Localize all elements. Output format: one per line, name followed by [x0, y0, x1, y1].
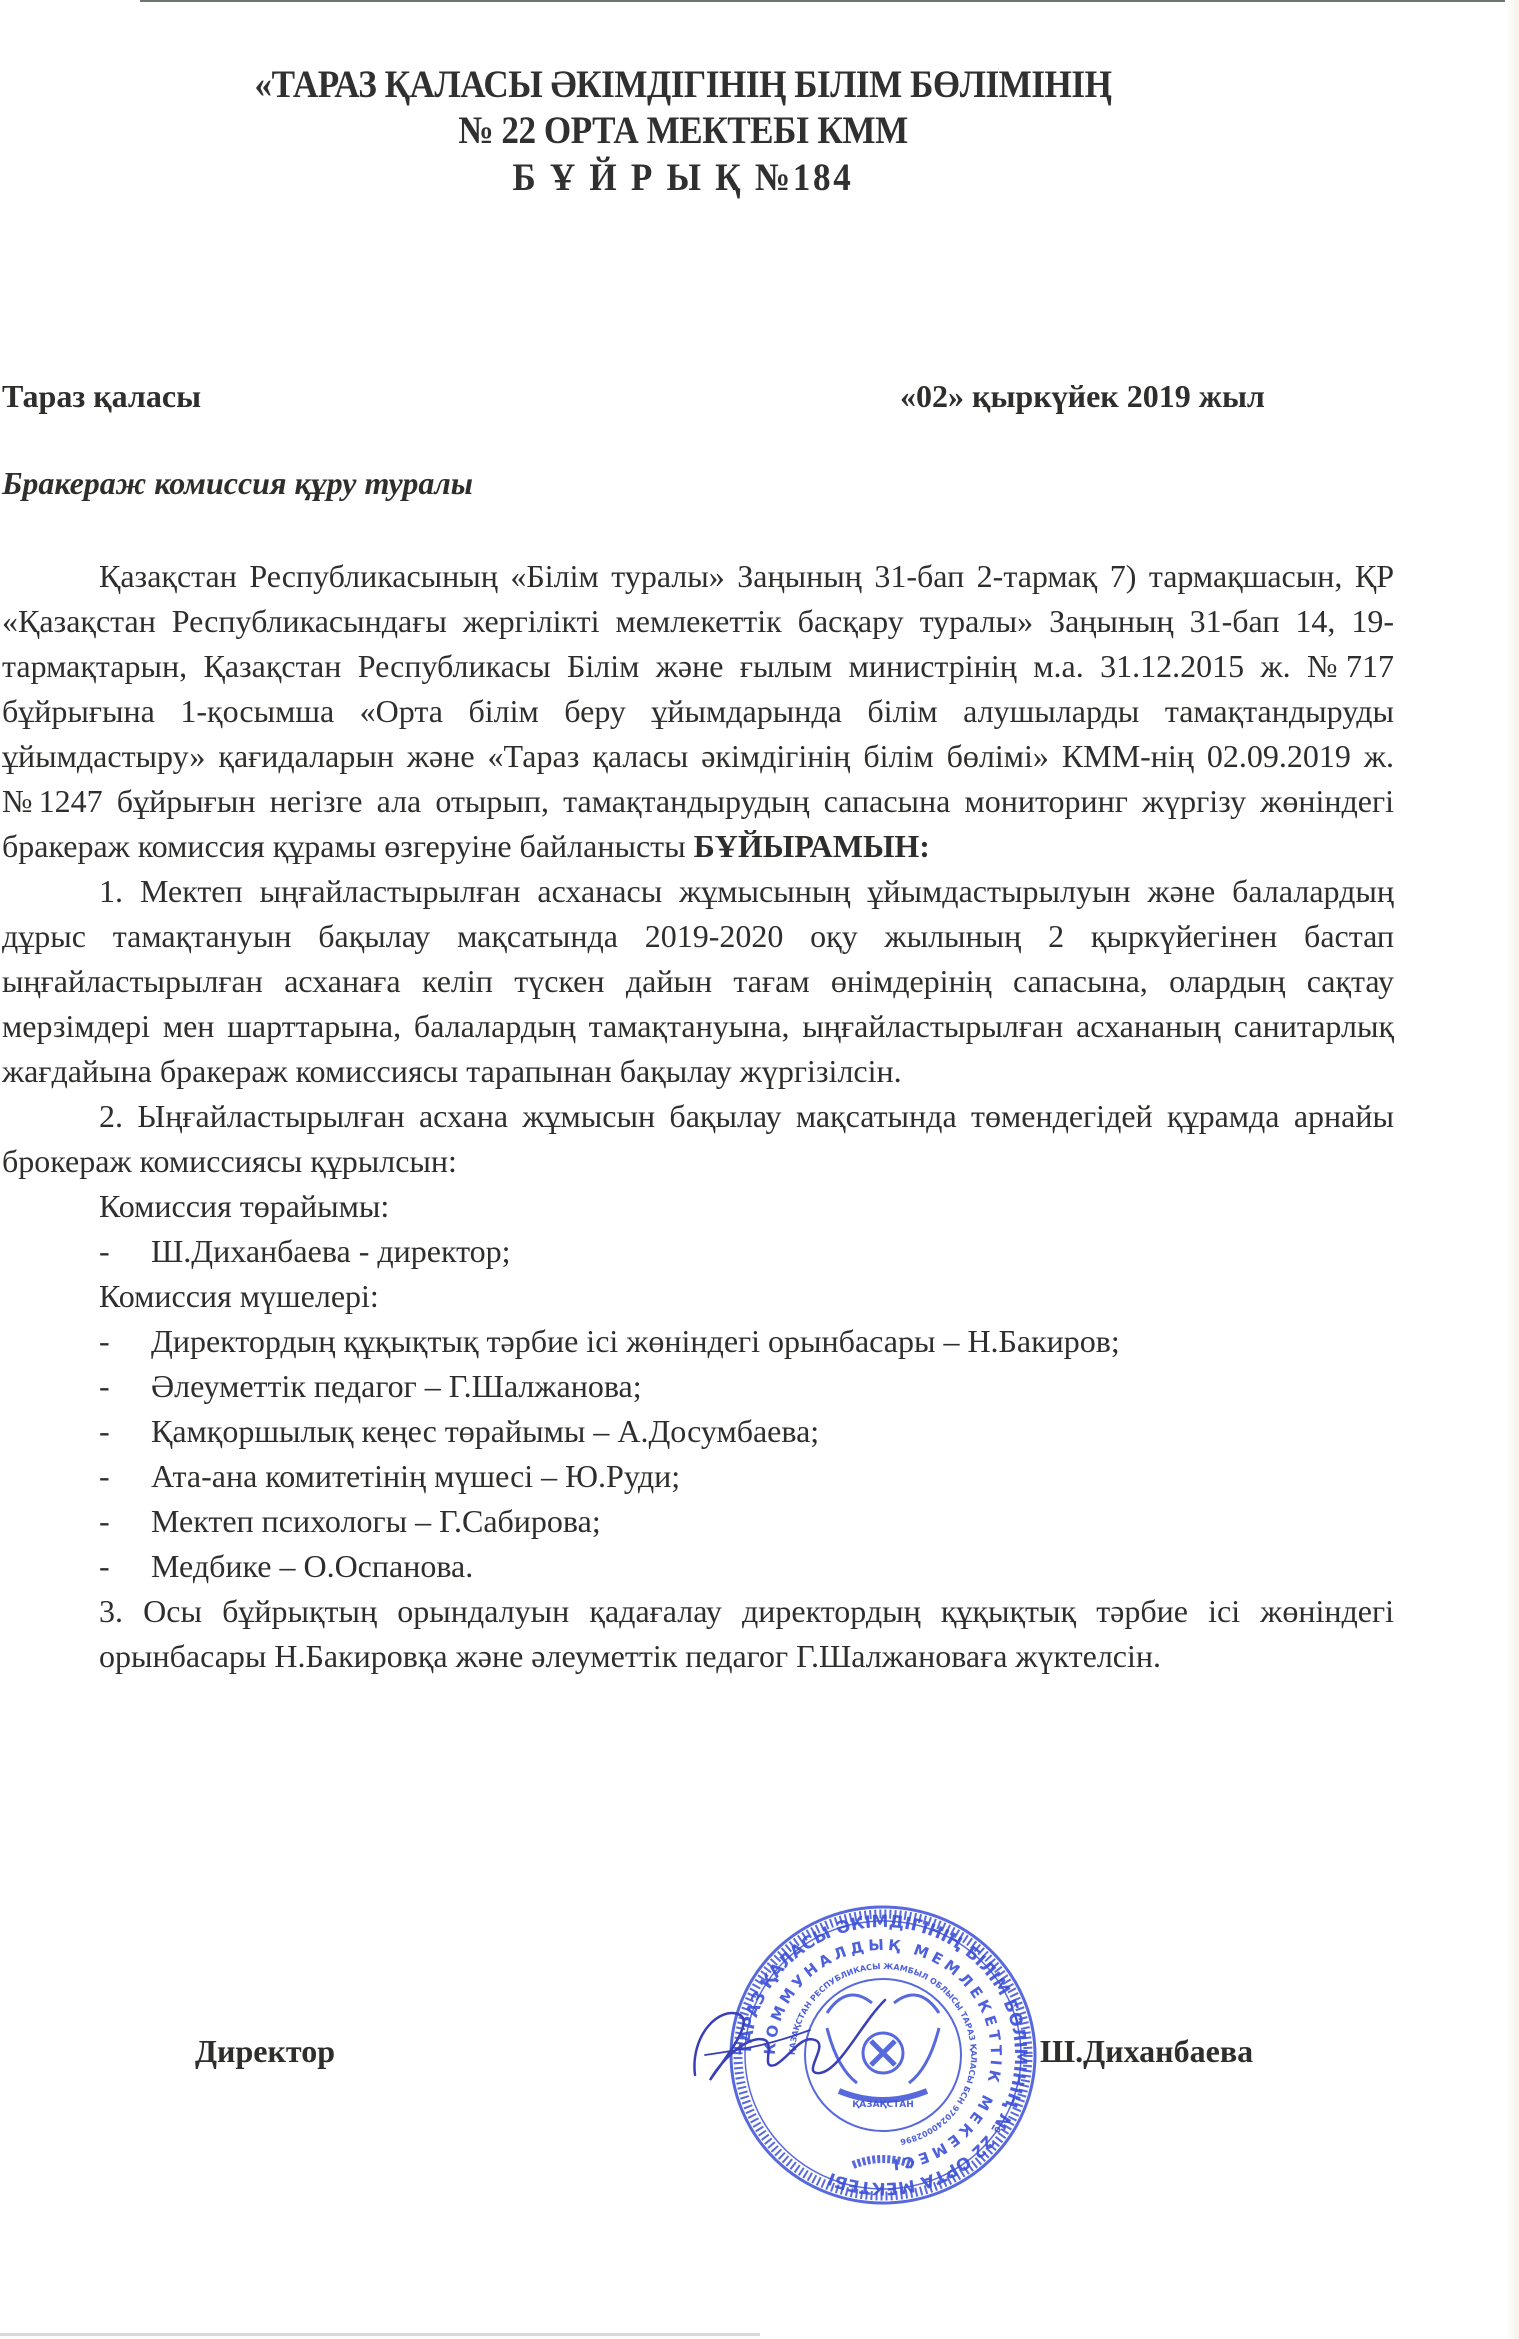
signatory-role: Директор	[195, 2033, 335, 2069]
order-date: «02» қыркүйек 2019 жыл	[900, 378, 1265, 414]
stamp-outer-text: ТАРАЗ ҚАЛАСЫ ӘКІМДІГІНІҢ БІЛІМ БӨЛІМІНІҢ № 22 ОРТА МЕКТЕБІ	[735, 1911, 1031, 2199]
chair-label: Комиссия төрайымы:	[99, 1188, 390, 1224]
header-school: № 22 ОРТА МЕКТЕБІ КММ	[458, 109, 908, 152]
list-dash: -	[99, 1323, 110, 1359]
list-dash: -	[99, 1548, 110, 1584]
header-organization: «ТАРАЗ ҚАЛАСЫ ӘКІМДІГІНІҢ БІЛІМ БӨЛІМІНІҢ	[254, 63, 1112, 106]
list-item	[2, 1319, 1394, 1364]
stamp-emblem-base	[839, 2091, 927, 2100]
list-item	[2, 1499, 1394, 1544]
order-place: Тараз қаласы	[2, 378, 202, 414]
stamp-middle-text: КОММУНАЛДЫҚ МЕМЛЕКЕТТІК МЕКЕМЕСІ	[760, 1935, 1006, 2174]
list-dash: -	[99, 1503, 110, 1539]
order-item-1: 1. Мектеп ыңғайластырылған асханасы жұмысының ұйымдастырылуын және балалардың дұрыс тамақтануын бақылау мақсатында 2019-2020 оқу жылының 2 қыркүйегінен бастап ыңғайластырылған асханаға келіп түскен дайын тағам өнімдерінің сапасына, олардың сақтау мерзімдері мен шарттарына, балалардың тамақтануына, ыңғайластырылған асхананың санитарлық жағдайына бракераж комиссиясы тарапынан бақылау жүргізілсін.	[2, 873, 1394, 1089]
member-text: Мектеп психологы – Г.Сабирова;	[151, 1503, 601, 1539]
member-text: Әлеуметтік педагог – Г.Шалжанова;	[151, 1368, 642, 1404]
list-item	[2, 1454, 1394, 1499]
order-word: БҰЙЫРАМЫН:	[693, 828, 930, 864]
list-item	[2, 1229, 1394, 1274]
stamp-inner-text: ҚАЗАҚСТАН РЕСПУБЛИКАСЫ ЖАМБЫЛ ОБЛЫСЫ ТАРАЗ ҚАЛАСЫ БСН 970240002896	[787, 1961, 979, 2147]
scan-edge	[140, 0, 1519, 2]
list-dash: -	[99, 1458, 110, 1494]
preamble-text: Қазақстан Республикасының «Білім туралы» Заңының 31-бап 2-тармақ 7) тармақшасын, ҚР «Қазақстан Республикасындағы жергілікті мемлекеттік басқару туралы» Заңының 31-бап 14, 19-тармақтарын, Қазақстан Республикасы Білім және ғылым министрінің м.а. 31.12.2015 ж. №717 бұйрығына 1-қосымша «Орта білім беру ұйымдарында білім алушыларды тамақтандыруды ұйымдастыру» қағидаларын және «Тараз қаласы әкімдігінің білім бөлімі» КММ-нің 02.09.2019 ж. №1247 бұйрығын негізге ала отырып, тамақтандырудың сапасына мониторинг жүргізу жөніндегі бракераж комиссия құрамы өзгеруіне байланысты	[2, 558, 1394, 864]
chair-name: Ш.Диханбаева - директор;	[151, 1233, 511, 1269]
signatory-name: Ш.Диханбаева	[1040, 2033, 1254, 2069]
order-body	[2, 554, 1394, 1679]
member-text: Қамқоршылық кеңес төрайымы – А.Досумбаева;	[151, 1413, 820, 1449]
list-item	[2, 1364, 1394, 1409]
order-subject: Бракераж комиссия құру туралы	[2, 465, 473, 501]
member-text: Ата-ана комитетінің мүшесі – Ю.Руди;	[151, 1458, 681, 1494]
scan-edge	[1505, 0, 1519, 2339]
list-dash: -	[99, 1413, 110, 1449]
list-dash: -	[99, 1368, 110, 1404]
handwritten-signature-icon	[680, 1995, 890, 2090]
header-order-number: Б Ұ Й Р Ы Қ №184	[512, 156, 854, 199]
list-item	[2, 1544, 1394, 1589]
order-item-2: 2. Ыңғайластырылған асхана жұмысын бақылау мақсатында төмендегідей құрамда арнайы брокераж комиссиясы құрылсын:	[2, 1098, 1394, 1179]
preamble-paragraph	[2, 554, 1394, 869]
list-item	[2, 1409, 1394, 1454]
scan-edge	[0, 2333, 760, 2336]
list-dash: -	[99, 1233, 110, 1269]
members-label: Комиссия мүшелері:	[99, 1278, 379, 1314]
stamp-emblem-label: ҚАЗАҚСТАН	[852, 2100, 914, 2110]
member-text: Директордың құқықтық тәрбие ісі жөніндегі орынбасары – Н.Бакиров;	[151, 1323, 1120, 1359]
member-text: Медбике – О.Оспанова.	[151, 1548, 474, 1584]
order-item-3: 3. Осы бұйрықтың орындалуын қадағалау директордың құқықтық тәрбие ісі жөніндегі орынбасары Н.Бакировқа және әлеуметтік педагог Г.Шалжановаға жүктелсін.	[99, 1593, 1394, 1674]
